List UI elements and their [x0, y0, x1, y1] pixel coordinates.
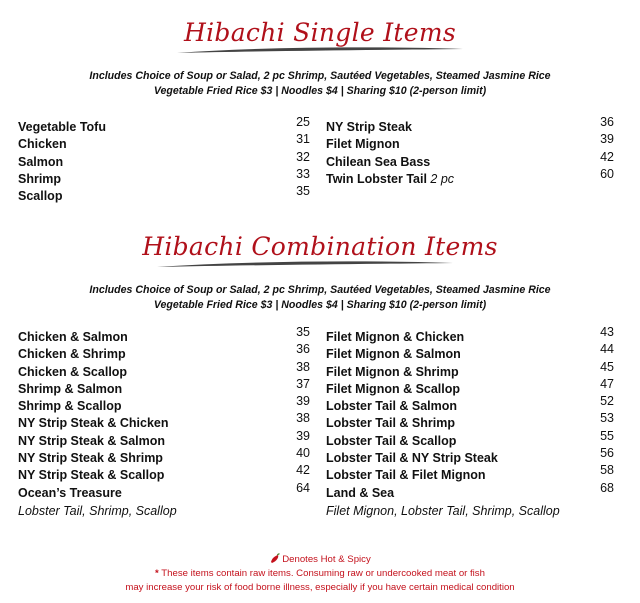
- raw-marker: *: [155, 568, 159, 579]
- menu-item-name: NY Strip Steak & Scallop: [18, 468, 165, 483]
- menu-item: [326, 411, 614, 432]
- menu-item-name: Shrimp: [18, 171, 62, 186]
- menu-item-price: 44: [600, 342, 614, 357]
- menu-item: [18, 115, 310, 136]
- menu-item: [326, 463, 614, 484]
- menu-item: [326, 394, 614, 415]
- menu-item-name: Ocean’s Treasure: [18, 485, 122, 500]
- menu-item-name: Filet Mignon & Chicken: [326, 330, 465, 344]
- menu-item-price: 36: [600, 115, 614, 129]
- combo-desc-line-2: Vegetable Fried Rice $3 | Noodles $4 | Sharing $10 (2-person limit): [153, 299, 487, 311]
- menu-item: [18, 394, 310, 415]
- menu-item-name: NY Strip Steak: [326, 120, 412, 134]
- menu-item-price: 42: [600, 149, 614, 164]
- single-section-title: Hibachi Single Items: [184, 18, 456, 47]
- combo-desc-line-1: Includes Choice of Soup or Salad, 2 pc Shrimp, Sautéed Vegetables, Steamed Jasmine Rice: [89, 284, 551, 296]
- chili-pepper-icon: [269, 553, 280, 564]
- menu-item: [326, 342, 614, 363]
- menu-footer: [0, 553, 640, 595]
- menu-item-price: 64: [296, 480, 310, 495]
- menu-item-name: Scallop: [18, 189, 63, 204]
- spicy-legend: [0, 553, 640, 567]
- menu-item: [18, 480, 310, 502]
- raw-warning-line-1: [0, 567, 640, 581]
- menu-item: [18, 376, 310, 398]
- menu-item-name: NY Strip Steak & Chicken: [18, 416, 169, 431]
- combo-description: [0, 283, 640, 313]
- menu-item-price: 33: [296, 166, 310, 181]
- menu-item-name: Lobster Tail & Filet Mignon: [326, 468, 486, 483]
- menu-item-name: Shrimp & Scallop: [18, 399, 122, 414]
- menu-item-name: Salmon: [18, 154, 64, 169]
- menu-item-price: 35: [296, 184, 310, 199]
- menu-item-price: 38: [296, 411, 310, 426]
- menu-item-portion: 2 pc: [430, 171, 455, 186]
- menu-item: [326, 325, 614, 346]
- menu-item-name: Vegetable Tofu: [18, 120, 106, 134]
- menu-item-name: Chicken & Shrimp: [18, 347, 126, 362]
- menu-item-name: NY Strip Steak & Shrimp: [18, 451, 163, 466]
- menu-item-name: Lobster Tail & NY Strip Steak: [326, 451, 498, 466]
- menu-item-price: 55: [600, 428, 614, 443]
- spicy-note: Denotes Hot & Spicy: [282, 554, 371, 565]
- menu-item-price: 43: [600, 325, 614, 339]
- menu-item-price: 40: [296, 446, 310, 461]
- menu-item: [326, 480, 614, 502]
- menu-item: [326, 428, 614, 450]
- menu-item: [18, 411, 310, 432]
- menu-item: [18, 342, 310, 363]
- menu-item: [18, 463, 310, 484]
- menu-item-price: 37: [296, 376, 310, 391]
- combo-right-subline: Filet Mignon, Lobster Tail, Shrimp, Scallop: [326, 504, 560, 518]
- combo-left-column: [18, 325, 310, 502]
- combo-left-subline: Lobster Tail, Shrimp, Scallop: [18, 504, 177, 518]
- menu-item: [326, 359, 614, 381]
- menu-item: [326, 166, 614, 188]
- single-title-underline: [175, 45, 465, 57]
- menu-item-name: Filet Mignon: [326, 137, 400, 152]
- menu-item-price: 36: [296, 342, 310, 357]
- menu-item-name: Chicken & Scallop: [18, 364, 128, 379]
- menu-item: [18, 325, 310, 346]
- menu-item: [18, 446, 310, 467]
- menu-item-name: Filet Mignon & Salmon: [326, 347, 461, 362]
- menu-item-price: 25: [296, 115, 310, 129]
- menu-item: [326, 149, 614, 171]
- menu-item-price: 42: [296, 463, 310, 478]
- menu-item-name: Chicken: [18, 137, 67, 152]
- single-desc-line-1: Includes Choice of Soup or Salad, 2 pc Shrimp, Sautéed Vegetables, Steamed Jasmine Rice: [89, 70, 551, 82]
- menu-item-name: Twin Lobster Tail 2 pc: [326, 171, 455, 186]
- menu-item: [18, 184, 310, 205]
- single-description: [0, 69, 640, 99]
- menu-item-name: NY Strip Steak & Salmon: [18, 433, 166, 448]
- menu-item: [18, 149, 310, 171]
- menu-item: [18, 428, 310, 450]
- menu-item-name: Chilean Sea Bass: [326, 154, 431, 169]
- menu-item-name: Lobster Tail & Shrimp: [326, 416, 455, 431]
- combo-section-title: Hibachi Combination Items: [142, 232, 498, 261]
- menu-item-price: 39: [600, 132, 614, 147]
- menu-item-price: 45: [600, 359, 614, 374]
- menu-item-price: 53: [600, 411, 614, 426]
- menu-item: [326, 446, 614, 467]
- menu-item: [18, 166, 310, 188]
- menu-item: [326, 132, 614, 153]
- single-left-column: [18, 115, 310, 205]
- menu-item-price: 35: [296, 325, 310, 339]
- menu-item-price: 56: [600, 446, 614, 461]
- menu-item-price: 60: [600, 166, 614, 181]
- combo-title-underline: [155, 259, 455, 271]
- menu-item-name: Shrimp & Salmon: [18, 381, 123, 396]
- combo-right-column: [326, 325, 614, 502]
- menu-item-price: 68: [600, 480, 614, 495]
- menu-item-price: 31: [296, 132, 310, 147]
- raw-warning-line-2: may increase your risk of food borne illness, especially if you have certain medical condition: [125, 582, 515, 593]
- menu-item-name: Filet Mignon & Shrimp: [326, 364, 459, 379]
- menu-item: [326, 376, 614, 398]
- menu-item-name: Lobster Tail & Salmon: [326, 399, 458, 414]
- menu-item-price: 38: [296, 359, 310, 374]
- menu-item: [326, 115, 614, 136]
- menu-item-name: Chicken & Salmon: [18, 330, 128, 344]
- menu-item-price: 58: [600, 463, 614, 478]
- menu-item-price: 32: [296, 149, 310, 164]
- menu-item-name: Land & Sea: [326, 485, 395, 500]
- menu-item-name: Lobster Tail & Scallop: [326, 433, 457, 448]
- menu-item-price: 39: [296, 394, 310, 409]
- menu-item-name: Filet Mignon & Scallop: [326, 381, 461, 396]
- menu-item-price: 39: [296, 428, 310, 443]
- menu-item-price: 52: [600, 394, 614, 409]
- raw-warning-text-1: These items contain raw items. Consuming raw or undercooked meat or fish: [161, 568, 485, 579]
- menu-item-price: 47: [600, 376, 614, 391]
- menu-item: [18, 359, 310, 381]
- menu-item: [18, 132, 310, 153]
- single-right-column: [326, 115, 614, 188]
- single-desc-line-2: Vegetable Fried Rice $3 | Noodles $4 | Sharing $10 (2-person limit): [153, 85, 487, 97]
